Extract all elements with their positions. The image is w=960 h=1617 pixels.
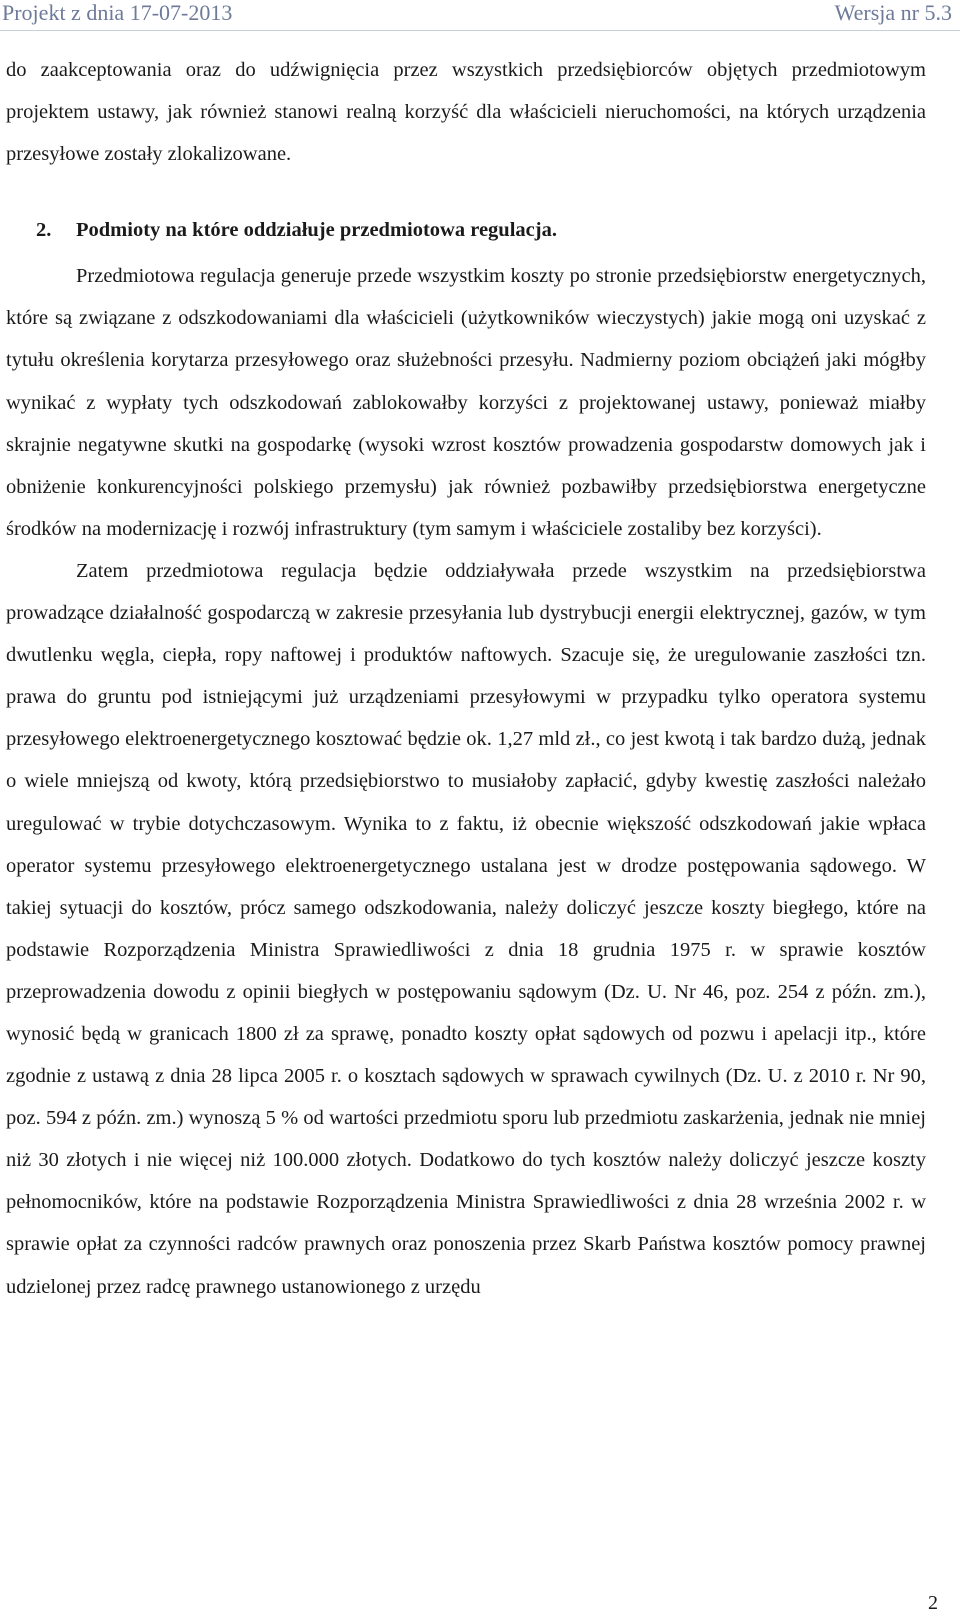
section-title: Podmioty na które oddziałuje przedmiotowa regulacja.: [76, 219, 557, 242]
project-date-label: Projekt z dnia 17-07-2013: [2, 0, 233, 25]
page-header: [0, 0, 960, 31]
section-number: 2.: [36, 219, 52, 242]
page-number: 2: [928, 1592, 938, 1614]
version-label: Wersja nr 5.3: [834, 0, 952, 25]
intro-paragraph: do zaakceptowania oraz do udźwignięcia przez wszystkich przedsiębiorców objętych przedmiotowym projektem ustawy, jak również stanowi realną korzyść dla właścicieli nieruchomości, na których urządzenia przesyłowe zostały zlokalizowane.: [6, 59, 926, 166]
document-body: [6, 49, 926, 1308]
paragraph-affected-entities: Zatem przedmiotowa regulacja będzie oddziaływała przede wszystkim na przedsiębiorstwa prowadzące działalność gospodarczą w zakresie przesyłania lub dystrybucji energii elektrycznej, gazów, w tym dwutlenku węgla, ciepła, ropy naftowej i produktów naftowych. Szacuje się, że uregulowanie zaszłości tzn. prawa do gruntu pod istniejącymi już urządzeniami przesyłowymi w przypadku tylko operatora systemu przesyłowego elektroenergetycznego kosztować będzie ok. 1,27 mld zł., co jest kwotą i tak bardzo dużą, jednak o wiele mniejszą od kwoty, którą przedsiębiorstwo to musiałoby zapłacić, gdyby kwestię zaszłości należało uregulować w trybie dotychczasowym. Wynika to z faktu, iż obecnie większość odszkodowań jakie wpłaca operator systemu przesyłowego elektroenergetycznego ustalana jest w drodze postępowania sądowego. W takiej sytuacji do kosztów, prócz samego odszkodowania, należy doliczyć jeszcze koszty biegłego, które na podstawie Rozporządzenia Ministra Sprawiedliwości z dnia 18 grudnia 1975 r. w sprawie kosztów przeprowadzenia dowodu z opinii biegłych w postępowaniu sądowym (Dz. U. Nr 46, poz. 254 z późn. zm.), wynosić będą w granicach 1800 zł za sprawę, ponadto koszty opłat sądowych od pozwu i apelacji itp., które zgodnie z ustawą z dnia 28 lipca 2005 r. o kosztach sądowych w sprawach cywilnych (Dz. U. z 2010 r. Nr 90, poz. 594 z późn. zm.) wynoszą 5 % od wartości przedmiotu sporu lub przedmiotu zaskarżenia, jednak nie mniej niż 30 złotych i nie więcej niż 100.000 złotych. Dodatkowo do tych kosztów należy doliczyć jeszcze koszty pełnomocników, które na podstawie Rozporządzenia Ministra Sprawiedliwości z dnia 28 września 2002 r. w sprawie opłat za czynności radców prawnych oraz ponoszenia przez Skarb Państwa kosztów pomocy prawnej udzielonej przez radcę prawnego ustanowionego z urzędu: [6, 559, 926, 1298]
section-heading: [6, 209, 926, 251]
paragraph-costs: Przedmiotowa regulacja generuje przede wszystkim koszty po stronie przedsiębiorstw energetycznych, które są związane z odszkodowaniami dla właścicieli (użytkowników wieczystych) jakie mogą oni uzyskać z tytułu określenia korytarza przesyłowego oraz służebności przesyłu. Nadmierny poziom obciążeń jaki mógłby wynikać z wypłaty tych odszkodowań zablokowałby korzyści z projektowanej ustawy, ponieważ miałby skrajnie negatywne skutki na gospodarkę (wysoki wzrost kosztów prowadzenia gospodarstw domowych jak i obniżenie konkurencyjności polskiego przemysłu) jak również pozbawiłby przedsiębiorstwa energetyczne środków na modernizację i rozwój infrastruktury (tym samym i właściciele zostaliby bez korzyści).: [6, 265, 926, 540]
